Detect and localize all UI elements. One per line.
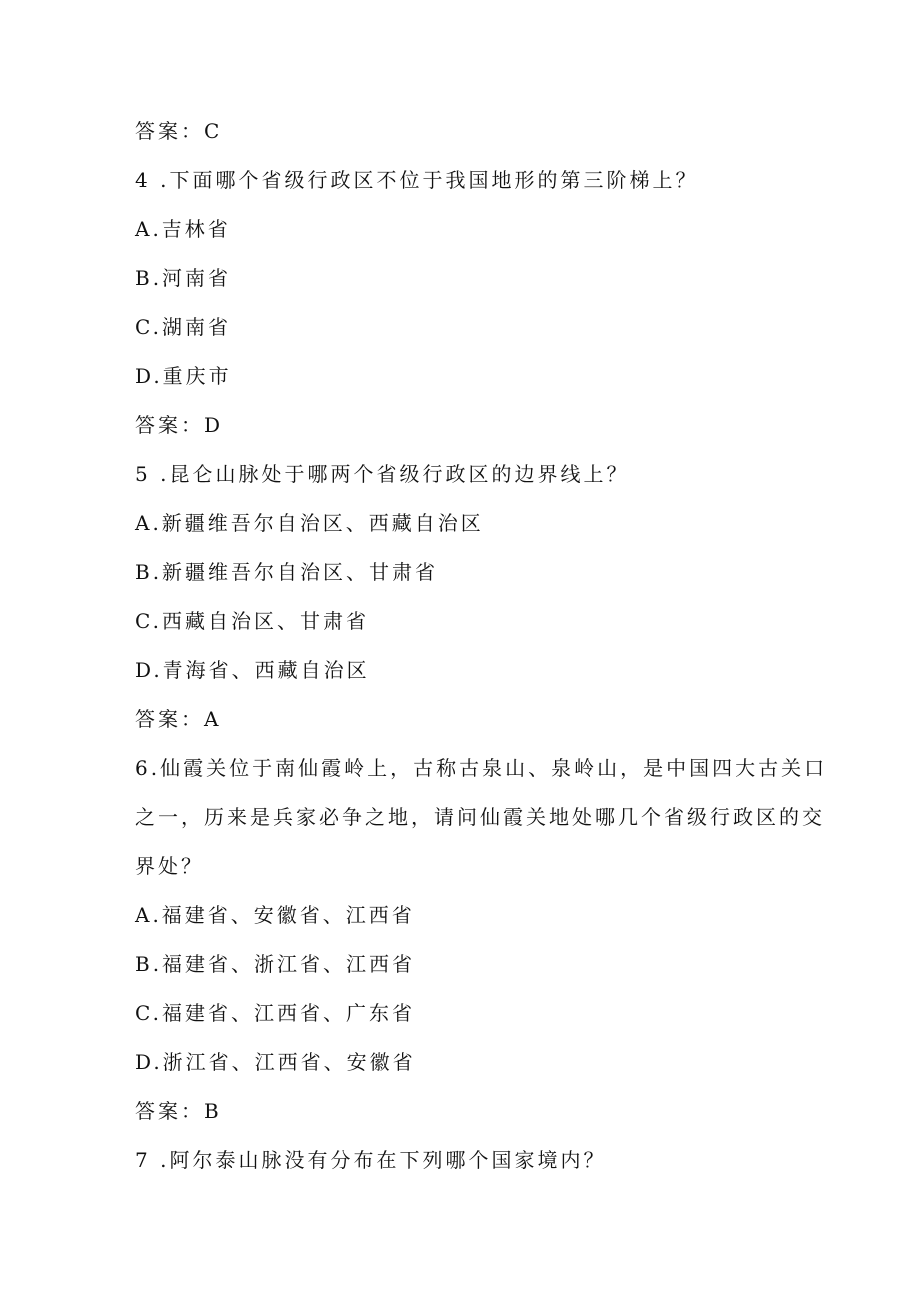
q5-option-b: B.新疆维吾尔自治区、甘肃省	[135, 560, 439, 584]
q4-option-a: A.吉林省	[135, 217, 231, 241]
question-6-line-2: 之一，历来是兵家必争之地，请问仙霞关地处哪几个省级行政区的交	[135, 805, 825, 829]
q6-option-b: B.福建省、浙江省、江西省	[135, 952, 416, 976]
question-6-line-3: 界处？	[135, 854, 204, 878]
question-6-line-1: 6.仙霞关位于南仙霞岭上，古称古泉山、泉岭山，是中国四大古关口	[135, 756, 828, 780]
question-7: 7 .阿尔泰山脉没有分布在下列哪个国家境内？	[135, 1148, 607, 1172]
question-5: 5 .昆仑山脉处于哪两个省级行政区的边界线上？	[135, 462, 630, 486]
q4-option-c: C.湖南省	[135, 315, 231, 339]
q5-option-d: D.青海省、西藏自治区	[135, 658, 370, 682]
q5-option-c: C.西藏自治区、甘肃省	[135, 609, 369, 633]
answer-q3: 答案：C	[135, 119, 223, 143]
q6-option-c: C.福建省、江西省、广东省	[135, 1001, 415, 1025]
q4-option-d: D.重庆市	[135, 364, 232, 388]
answer-q6: 答案：B	[135, 1099, 222, 1123]
q6-option-d: D.浙江省、江西省、安徽省	[135, 1050, 416, 1074]
question-4: 4 .下面哪个省级行政区不位于我国地形的第三阶梯上？	[135, 168, 699, 192]
answer-q5: 答案：A	[135, 707, 222, 731]
answer-q4: 答案：D	[135, 413, 224, 437]
q5-option-a: A.新疆维吾尔自治区、西藏自治区	[135, 511, 484, 535]
q4-option-b: B.河南省	[135, 266, 232, 290]
q6-option-a: A.福建省、安徽省、江西省	[135, 903, 415, 927]
